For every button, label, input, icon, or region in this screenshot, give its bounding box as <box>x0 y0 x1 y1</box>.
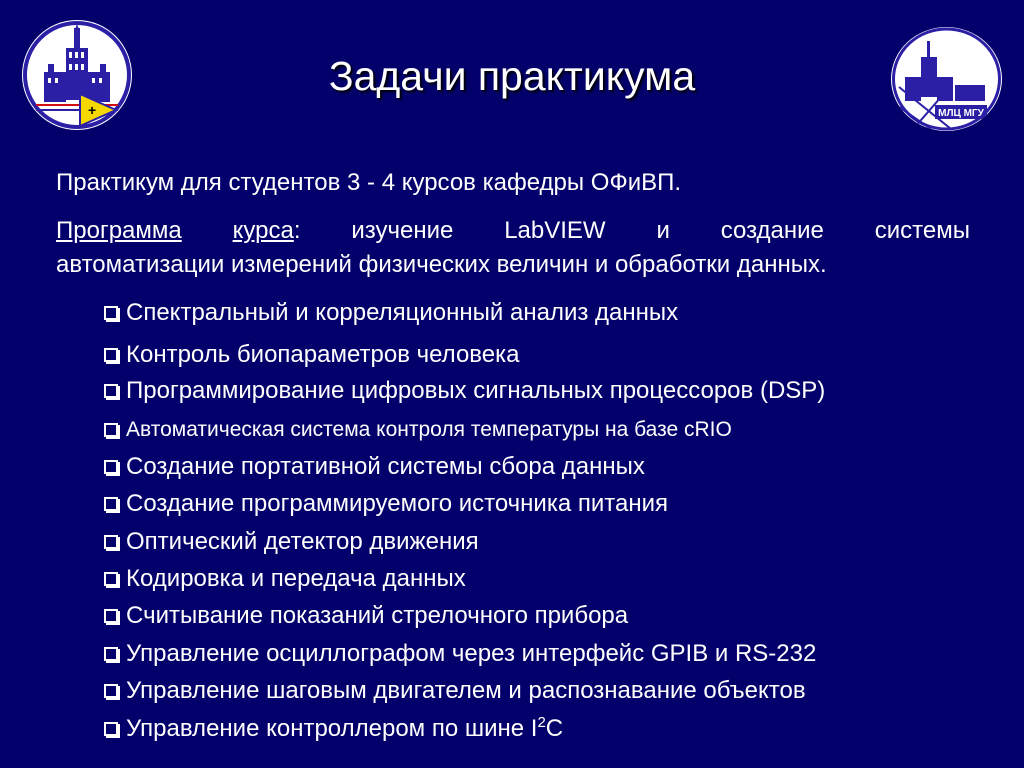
checkbox-bullet-icon <box>104 384 118 398</box>
svg-text:МЛЦ МГУ: МЛЦ МГУ <box>938 108 984 119</box>
program-label-word-2: курса <box>232 217 294 244</box>
list-item <box>104 297 678 329</box>
list-item-text: Управление шаговым двигателем и распознавание объектов <box>126 677 806 704</box>
list-item-text: Считывание показаний стрелочного прибора <box>126 602 629 629</box>
checkbox-bullet-icon <box>104 647 118 661</box>
list-item <box>104 638 816 670</box>
list-item-text <box>126 715 563 743</box>
list-item <box>104 451 645 483</box>
list-item <box>104 339 520 371</box>
program-label-group <box>56 214 182 248</box>
list-item-text-prefix: Управление контроллером по шине I <box>126 715 538 742</box>
checkbox-bullet-icon <box>104 722 118 736</box>
list-item <box>104 563 466 595</box>
list-item <box>104 600 628 632</box>
list-item <box>104 375 825 407</box>
checkbox-bullet-icon <box>104 609 118 623</box>
program-label-word-1: Программа <box>56 217 182 244</box>
list-item-text: Создание программируемого источника питания <box>126 490 668 517</box>
list-item <box>104 713 563 745</box>
intro-text: Практикум для студентов 3 - 4 курсов кафедры ОФиВП. <box>56 169 682 196</box>
checkbox-bullet-icon <box>104 348 118 362</box>
checkbox-bullet-icon <box>104 535 118 549</box>
list-item <box>104 526 479 558</box>
list-item-text: Оптический детектор движения <box>126 528 479 555</box>
program-word: и <box>656 217 670 244</box>
list-item-text: Кодировка и передача данных <box>126 565 466 592</box>
svg-text:+: + <box>88 102 97 118</box>
checkbox-bullet-icon <box>104 306 118 320</box>
list-item-text: Автоматическая система контроля температуры на базе cRIO <box>126 418 732 441</box>
checkbox-bullet-icon <box>104 572 118 586</box>
list-item <box>104 488 668 520</box>
checkbox-bullet-icon <box>104 497 118 511</box>
program-paragraph <box>56 214 970 282</box>
program-label-group-2 <box>233 214 301 248</box>
checkbox-bullet-icon <box>104 423 118 437</box>
list-item-text: Программирование цифровых сигнальных процессоров (DSP) <box>126 377 826 404</box>
program-word: изучение <box>351 217 454 244</box>
program-word: создание <box>720 217 824 244</box>
list-item-text: Спектральный и корреляционный анализ данных <box>126 299 679 326</box>
list-item-text-suffix: C <box>545 715 564 742</box>
program-line-1 <box>56 214 970 248</box>
list-item-text: Управление осциллографом через интерфейс GPIB и RS-232 <box>126 640 817 667</box>
list-item <box>104 414 732 446</box>
list-item-text: Контроль биопараметров человека <box>126 341 520 368</box>
program-line-2: автоматизации измерений физических величин и обработки данных. <box>56 251 827 278</box>
checkbox-bullet-icon <box>104 684 118 698</box>
program-word: системы <box>874 217 970 244</box>
list-item <box>104 675 806 707</box>
program-word: LabVIEW <box>504 217 606 244</box>
list-item-text-superscript: 2 <box>537 714 546 731</box>
program-colon: : <box>293 217 301 244</box>
list-item-text: Создание портативной системы сбора данных <box>126 453 645 480</box>
page-title: Задачи практикума <box>328 53 696 99</box>
checkbox-bullet-icon <box>104 460 118 474</box>
